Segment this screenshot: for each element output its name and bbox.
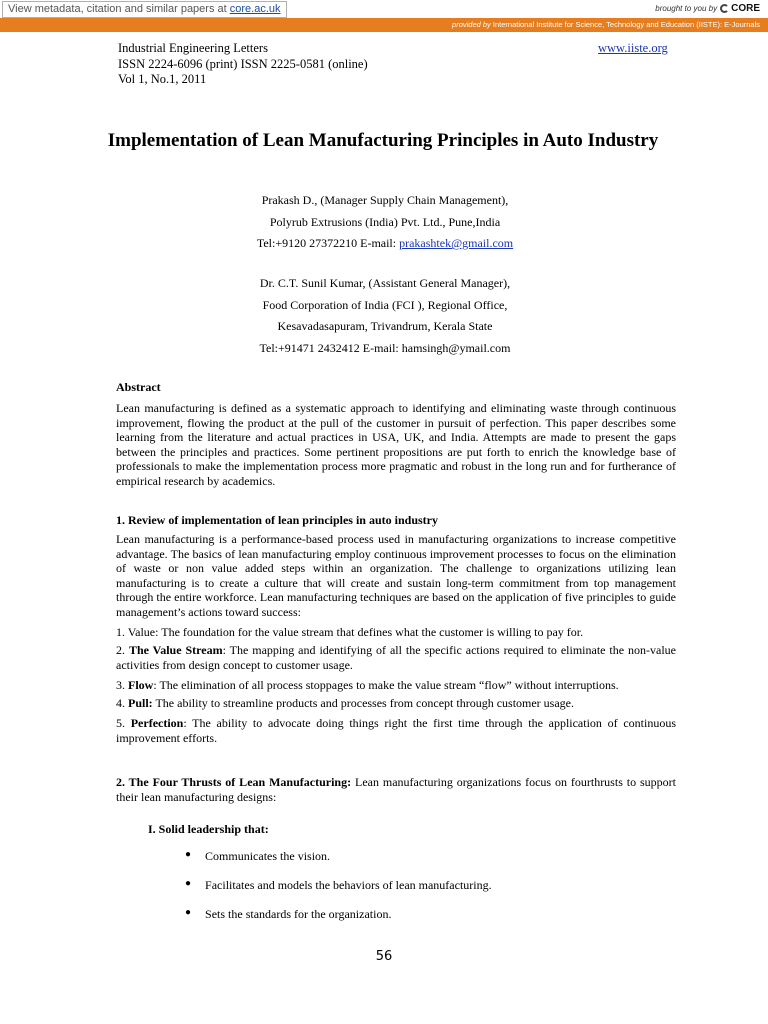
principle-2-bold: The Value Stream bbox=[128, 643, 223, 657]
principle-3-text: : The elimination of all process stoppages to make the value stream “flow” without interruptions. bbox=[153, 678, 619, 692]
principle-4-text: The ability to streamline products and processes from concept through customer usage. bbox=[152, 696, 575, 710]
principle-item-3 bbox=[116, 678, 676, 693]
principle-4-num: 4. bbox=[116, 696, 128, 710]
principle-item-4 bbox=[116, 696, 676, 711]
principle-5-text: : The ability to advocate doing things right the first time through the application of continuous improvement efforts. bbox=[116, 716, 677, 745]
bullet-1-text: Communicates the vision. bbox=[205, 849, 331, 863]
solid-leadership-heading: I. Solid leadership that: bbox=[148, 822, 269, 836]
bullet-3-text: Sets the standards for the organization. bbox=[205, 907, 392, 921]
section-2-body: Lean manufacturing organizations focus on fourthrusts to support their lean manufacturing designs: bbox=[116, 775, 676, 804]
principle-1-text: Value: The foundation for the value stream that defines what the customer is willing to pay for. bbox=[127, 625, 584, 639]
core-metadata-box bbox=[2, 1, 287, 18]
provided-by-org: International Institute for Science, Technology and Education (IISTE): E-Journals bbox=[492, 20, 760, 29]
author-1-tel: Tel:+9120 27372210 E-mail: bbox=[256, 236, 400, 250]
page-number: 56 bbox=[375, 949, 393, 964]
journal-name: Industrial Engineering Letters bbox=[118, 41, 268, 55]
author-2-line-2: Food Corporation of India (FCI ), Regional Office, bbox=[262, 297, 508, 312]
provided-by-bar bbox=[0, 18, 768, 32]
principle-item-5 bbox=[116, 716, 676, 745]
section-1-text: Lean manufacturing is a performance-based process used in manufacturing organizations to increase competitive advantage. The basics of lean manufacturing employ continuous improvement processes to focus on the elimination of waste or non value added steps within an organization. The challenge to organizations utilizing lean manufacturing is to create a culture that will create and sustain long-term commitment from top management through the entire workforce. Lean manufacturing techniques are based on the application of five principles to guide management’s actions toward success: bbox=[116, 532, 676, 619]
brought-to-you bbox=[655, 3, 760, 14]
author-2-line-1: Dr. C.T. Sunil Kumar, (Assistant General Manager), bbox=[259, 276, 511, 290]
bullet-item-1 bbox=[185, 849, 330, 864]
author-2-line-3: Kesavadasapuram, Trivandrum, Kerala State bbox=[277, 319, 493, 333]
core-logo-icon bbox=[720, 4, 729, 13]
principle-item-1 bbox=[116, 625, 676, 640]
author-2 bbox=[118, 273, 652, 359]
principle-2-text: : The mapping and identifying of all the specific actions required to eliminate the non-value activities from design concept to customer usage. bbox=[116, 643, 677, 672]
provided-by-label: provided by bbox=[452, 20, 491, 29]
author-1-line-2: Polyrub Extrusions (India) Pvt. Ltd., Pune,India bbox=[269, 214, 501, 229]
abstract-text: Lean manufacturing is defined as a systematic approach to identifying and eliminating waste through continuous improvement, flowing the product at the pull of the customer in pursuit of perfection. This paper describes some learning from the literature and actual practices in USA, UK, and India. Attempts are made to present the gaps between the principles and practices. Some pertinent propositions are put forth to enrich the knowledge base of professionals to make the implementation process more pragmatic and robust in the long run and for furtherance of empirical research by academics. bbox=[116, 401, 676, 488]
journal-url[interactable]: www.iiste.org bbox=[598, 41, 668, 55]
author-2-line-4: Tel:+91471 2432412 E-mail: hamsingh@ymail.com bbox=[259, 340, 511, 355]
principle-2-num: 2. bbox=[116, 643, 129, 657]
principle-5-bold: Perfection bbox=[130, 716, 184, 730]
section-2-heading: 2. The Four Thrusts of Lean Manufacturing: bbox=[116, 775, 352, 789]
principle-3-bold: Flow bbox=[128, 678, 154, 692]
core-logo[interactable] bbox=[720, 3, 760, 14]
abstract-heading-text: Abstract bbox=[116, 380, 161, 394]
section-2-text bbox=[116, 775, 676, 804]
author-1-line-1: Prakash D., (Manager Supply Chain Management), bbox=[261, 193, 509, 207]
bullet-item-3 bbox=[185, 907, 391, 922]
section-1-heading bbox=[116, 513, 676, 528]
journal-volume: Vol 1, No.1, 2011 bbox=[118, 72, 207, 86]
principle-5-num: 5. bbox=[116, 716, 131, 730]
brought-text: brought to you by bbox=[655, 4, 718, 13]
principle-4-bold: Pull: bbox=[128, 696, 153, 710]
journal-header bbox=[118, 41, 368, 88]
bullet-icon: ● bbox=[185, 849, 192, 860]
core-link[interactable]: core.ac.uk bbox=[229, 3, 281, 15]
section-1-heading-text: 1. Review of implementation of lean principles in auto industry bbox=[116, 513, 439, 527]
core-metadata-text: View metadata, citation and similar papers at bbox=[8, 3, 227, 15]
bullet-icon: ● bbox=[185, 878, 192, 889]
abstract-heading bbox=[116, 380, 676, 395]
journal-issn: ISSN 2224-6096 (print) ISSN 2225-0581 (online) bbox=[118, 56, 368, 71]
bullet-item-2 bbox=[185, 878, 492, 893]
author-1 bbox=[118, 190, 652, 255]
principle-3-num: 3. bbox=[116, 678, 128, 692]
paper-title: Implementation of Lean Manufacturing Principles in Auto Industry bbox=[107, 130, 659, 151]
bullet-icon: ● bbox=[185, 907, 192, 918]
principle-item-2 bbox=[116, 643, 676, 672]
bullet-2-text: Facilitates and models the behaviors of lean manufacturing. bbox=[205, 878, 492, 892]
principle-1-num: 1. bbox=[116, 625, 128, 639]
core-logo-text: CORE bbox=[731, 3, 760, 14]
author-1-contact bbox=[118, 233, 652, 255]
author-1-email[interactable]: prakashtek@gmail.com bbox=[399, 236, 514, 250]
